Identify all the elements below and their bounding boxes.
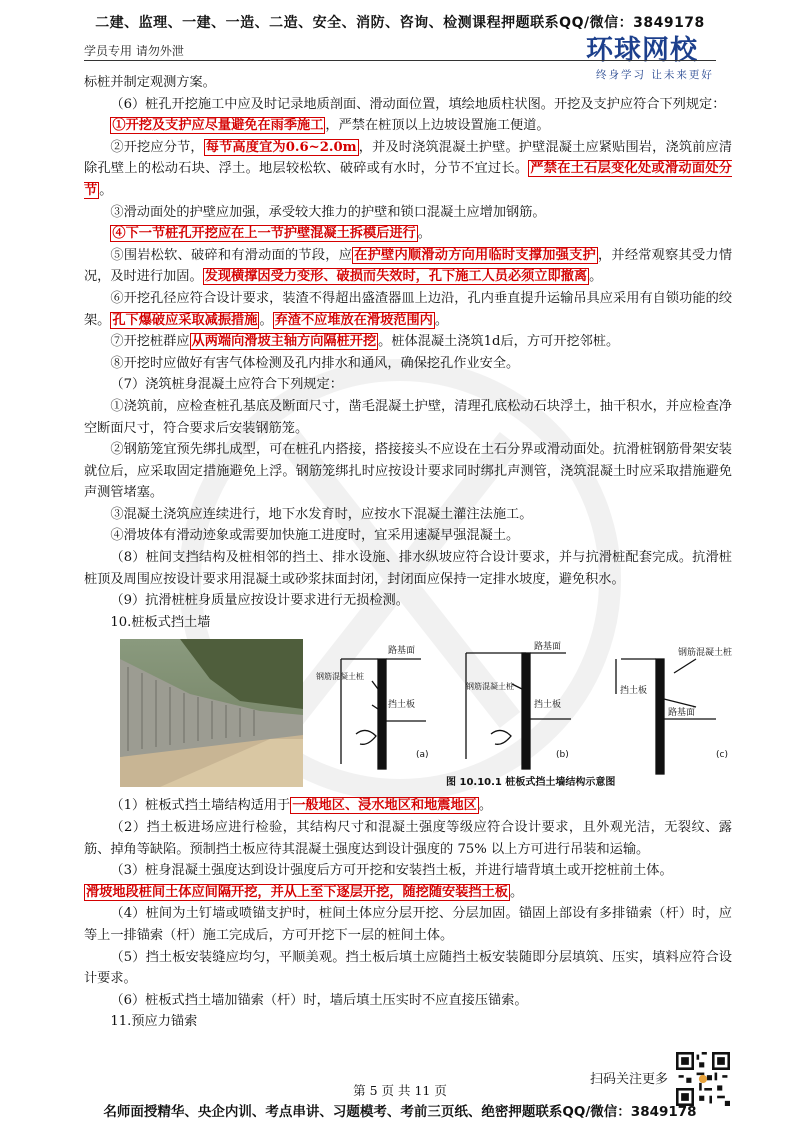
label-plate-b: 挡土板: [534, 700, 562, 711]
bottom-banner: 名师面授精华、央企内训、考点串讲、习题模考、考前三页纸、绝密押题联系QQ/微信：3849178: [103, 1104, 697, 1120]
highlight-box: 滑坡地段桩间土体应间隔开挖，并从上至下逐层开挖，随挖随安装挡土板: [86, 884, 508, 900]
paragraph: ③滑动面处的护壁应加强，承受较大推力的护壁和锁口混凝土应增加钢筋。: [110, 204, 546, 220]
label-rebar-pile-b: 钢筋混凝土桩: [466, 682, 514, 692]
logo-slogan: 终身学习 让未来更好: [596, 69, 714, 81]
top-banner: 二建、监理、一建、一造、二造、安全、消防、咨询、检测课程押题联系QQ/微信：3849178: [95, 15, 705, 31]
text: ⑤围岩松软、破碎和有滑动面的节段，应: [110, 247, 353, 263]
text: ②开挖应分节，: [110, 139, 204, 155]
highlight-box: 每节高度宜为0.6~2.0m: [205, 139, 357, 155]
text: ，严禁在桩顶以上边坡设置施工便道。: [325, 118, 550, 134]
paragraph: （4）桩间为土钉墙或喷锚支护时，桩间土体应分层开挖、分层加固。锚固上部设有多排锚索（杆）时，应等上一排锚索（杆）施工完成后，方可开挖下一层的桩间土体。: [84, 906, 732, 943]
text: 。: [434, 312, 449, 328]
text: 。: [417, 226, 431, 242]
paragraph: ④滑坡体有滑动迹象或需要加快施工进度时，宜采用速凝早强混凝土。: [110, 528, 520, 544]
page-number: 第 5 页 共 11 页: [353, 1083, 447, 1098]
text: （1）桩板式挡土墙结构适用于: [110, 798, 291, 814]
structure-diagram: [316, 639, 736, 791]
label-sub-a: (a): [416, 750, 429, 761]
text: 。: [99, 182, 113, 198]
paragraph: [84, 223, 732, 245]
paragraph: （5）挡土板安装缝应均匀，平顺美观。挡土板后填土应随挡土板安装随即分层填筑、压实，填料应符合设计要求。: [84, 949, 732, 987]
paragraph: （6）桩板式挡土墙加锚索（杆）时，墙后填土压实时不应直接压锚索。: [110, 992, 528, 1008]
figure: [84, 639, 732, 791]
paragraph: （7）浇筑桩身混凝土应符合下列规定：: [110, 377, 343, 393]
text: 。桩体混凝土浇筑1d后，方可开挖邻桩。: [378, 334, 620, 350]
highlight-box: ①开挖及支护应尽量避免在雨季施工: [112, 118, 324, 134]
label-sub-b: (b): [556, 750, 569, 761]
label-road-surface-a: 路基面: [388, 646, 416, 657]
paragraph: [84, 882, 732, 904]
text: ⑥开挖孔径应符合设计要求，装渣不得超出盛渣器皿上边沿，孔内垂直提升运输吊具应采用有自锁功能的绞架。: [84, 290, 732, 328]
left-note: 学员专用 请勿外泄: [84, 44, 184, 58]
highlight-box: 弃渣不应堆放在滑坡范围内: [274, 312, 433, 328]
section-heading: 11.预应力锚索: [110, 1014, 198, 1030]
paragraph: ③混凝土浇筑应连续进行，地下水发育时，应按水下混凝土灌注法施工。: [110, 506, 533, 522]
paragraph: [84, 795, 732, 817]
figure-caption: 图 10.10.1 桩板式挡土墙结构示意图: [446, 777, 616, 789]
paragraph: （8）桩间支挡结构及桩相邻的挡土、排水设施、排水纵坡应符合设计要求，并与抗滑桩配套完成。抗滑桩桩顶及周围应按设计要求用混凝土或砂浆抹面封闭，封闭面应保持一定排水坡度，避免积水。: [84, 550, 732, 587]
paragraph: [84, 115, 732, 137]
paragraph: 标桩并制定观测方案。: [84, 75, 216, 90]
paragraph: （3）桩身混凝土强度达到设计强度后方可开挖和安装挡土板，并进行墙背填土或开挖桩前土体。: [110, 863, 673, 879]
highlight-box: ④下一节桩孔开挖应在上一节护壁混凝土拆模后进行: [112, 226, 416, 242]
paragraph: [84, 331, 732, 353]
document-body: [84, 72, 732, 1033]
paragraph: （2）挡土板进场应进行检验，其结构尺寸和混凝土强度等级应符合设计要求，且外观光洁，无裂纹、露筋、掉角等缺陷。预制挡土板应待其混凝土强度达到设计强度的 75% 以上方可进行吊装和运输。: [84, 820, 732, 857]
text: 。: [510, 884, 524, 900]
label-road-surface-c: 路基面: [668, 708, 696, 719]
logo-text: 环球网校: [586, 35, 698, 66]
paragraph: [84, 245, 732, 288]
text: ，并及时浇筑混凝土护壁。护壁混凝土应紧贴围岩，浇筑前应清除孔壁上的松动石块、浮土。地层较松软、破碎或有水时，分节不宜过长。: [84, 139, 733, 177]
highlight-box: 从两端向滑坡主轴方向隔桩开挖: [191, 334, 377, 350]
text: ⑦开挖桩群应: [110, 334, 190, 350]
label-rebar-pile-c: 钢筋混凝土桩: [678, 648, 733, 659]
paragraph: ②钢筋笼宜预先绑扎成型，可在桩孔内搭接，搭接接头不应设在土石分界或滑动面处。抗滑桩钢筋骨架安装就位后，应采取固定措施避免上浮。钢筋笼绑扎时应按设计要求同时绑扎声测管，浇筑混凝土时应采取措施避免声测管堵塞。: [84, 442, 732, 501]
highlight-box: 孔下爆破应采取减振措施: [112, 312, 258, 328]
label-road-surface-b: 路基面: [534, 642, 562, 653]
label-sub-c: (c): [716, 750, 728, 761]
section-heading: 10.桩板式挡土墙: [110, 614, 211, 630]
text: 。: [259, 312, 273, 328]
highlight-box: 严禁在土石层变化处或滑动面处分节: [84, 161, 732, 198]
retaining-wall-photo: [120, 639, 303, 787]
highlight-box: 发现横撑因受力变形、破损而失效时，孔下施工人员必须立即撤离: [204, 269, 588, 285]
text: ，并经常观察其受力情况，及时进行加固。: [84, 247, 733, 285]
paragraph: （9）抗滑桩桩身质量应按设计要求进行无损检测。: [110, 593, 409, 609]
paragraph: （6）桩孔开挖施工中应及时记录地质剖面、滑动面位置，填绘地质柱状图。开挖及支护应符合下列规定：: [110, 96, 726, 112]
paragraph: ①浇筑前，应检查桩孔基底及断面尺寸，凿毛混凝土护壁，清理孔底松动石块浮土，抽干积水，并应检查净空断面尺寸，符合要求后安装钢筋笼。: [84, 398, 732, 436]
label-plate-c: 挡土板: [620, 686, 648, 697]
qr-label: 扫码关注更多: [590, 1072, 669, 1087]
highlight-box: 一般地区、浸水地区和地震地区: [292, 798, 477, 814]
label-plate-a: 挡土板: [388, 700, 416, 711]
header-rule: [84, 60, 716, 61]
logo: [586, 28, 726, 81]
text: 。: [478, 798, 493, 814]
highlight-box: 在护壁内顺滑动方向用临时支撑加强支护: [354, 247, 596, 263]
label-rebar-pile-a: 钢筋混凝土桩: [316, 672, 364, 682]
text: 。: [589, 269, 603, 285]
paragraph: ⑧开挖时应做好有害气体检测及孔内排水和通风，确保挖孔作业安全。: [110, 355, 520, 371]
paragraph: [84, 288, 732, 331]
paragraph: [84, 137, 732, 202]
